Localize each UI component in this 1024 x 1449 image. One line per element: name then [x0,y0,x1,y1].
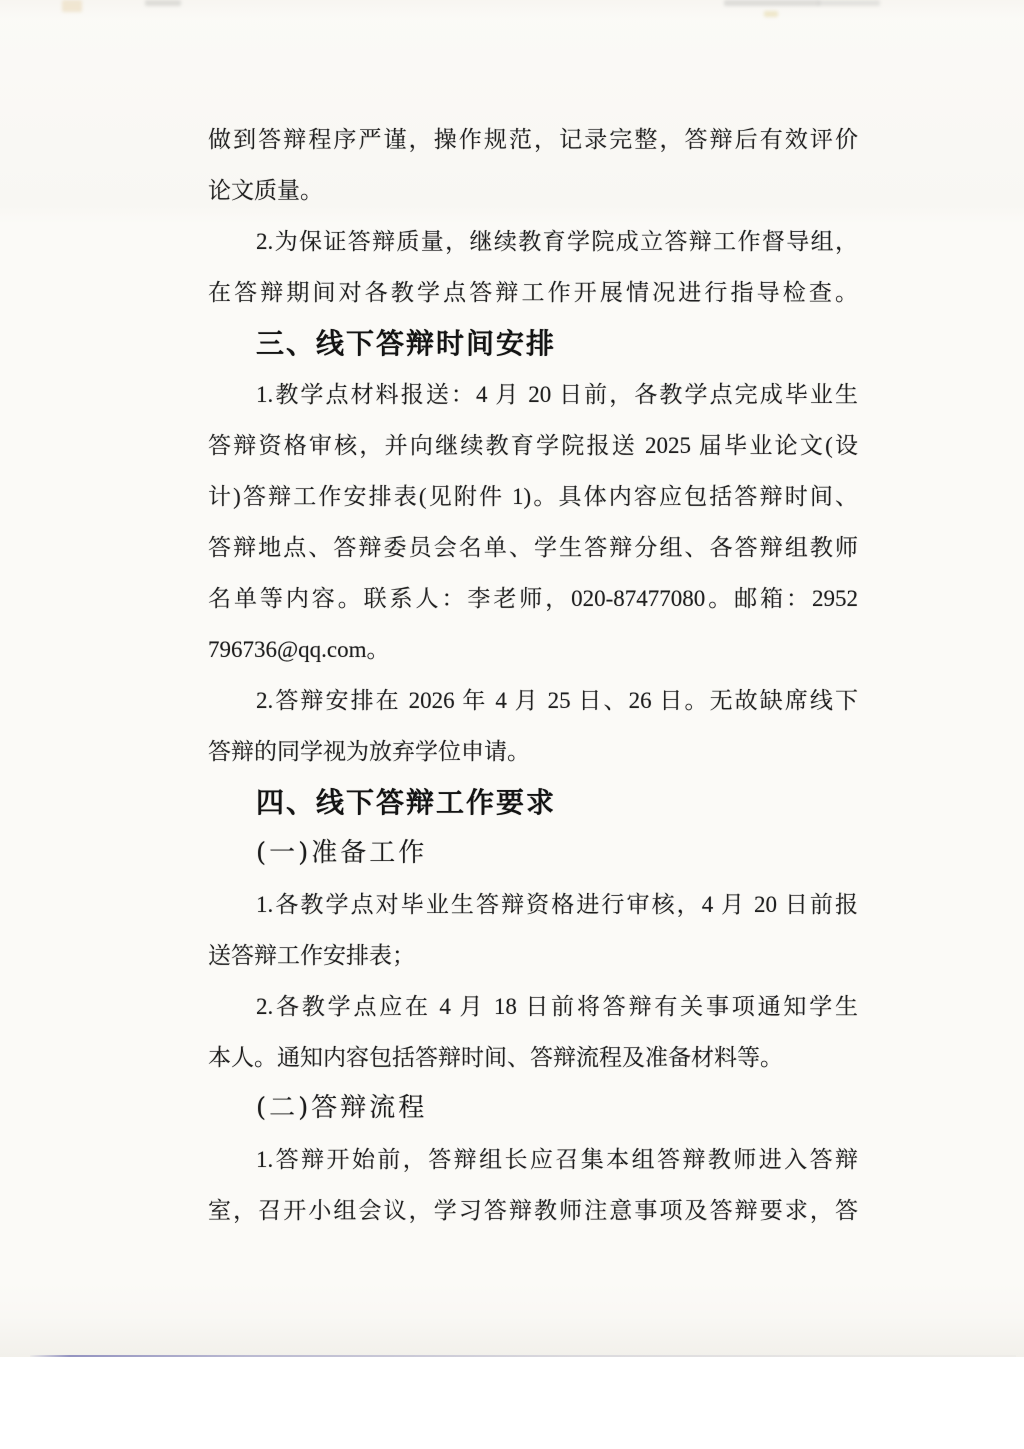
text-line: 1.教学点材料报送：4 月 20 日前，各教学点完成毕业生 [256,382,858,407]
text-line: 论文质量。 [208,178,323,203]
scan-artifact [62,0,82,12]
document-text-block [208,114,858,1236]
text-line: 796736@qq.com。 [208,637,390,662]
sub-section-heading: (一)准备工作 [256,838,428,868]
text-line: 1.各教学点对毕业生答辩资格进行审核，4 月 20 日前报 [256,892,858,917]
text-line: 在答辩期间对各教学点答辩工作开展情况进行指导检查。 [208,280,858,305]
section-heading: 三、线下答辩时间安排 [256,328,557,359]
text-line: 送答辩工作安排表； [208,943,415,968]
text-line: 答辩地点、答辩委员会名单、学生答辩分组、各答辩组教师 [208,535,858,560]
page-bottom-edge-line [30,1355,1016,1357]
text-line: 本人。通知内容包括答辩时间、答辩流程及准备材料等。 [208,1045,783,1070]
text-line: 答辩的同学视为放弃学位申请。 [208,739,530,764]
section-heading: 四、线下答辩工作要求 [256,787,557,818]
scan-artifact [724,0,820,6]
scan-artifact [145,0,181,6]
text-line: 室，召开小组会议，学习答辩教师注意事项及答辩要求，答 [208,1198,858,1223]
text-line: 做到答辩程序严谨，操作规范，记录完整，答辩后有效评价 [208,127,858,152]
sub-section-heading: (二)答辩流程 [256,1093,428,1123]
text-line: 计)答辩工作安排表(见附件 1)。具体内容应包括答辩时间、 [208,484,858,509]
scan-artifact [764,11,778,17]
text-line: 答辩资格审核，并向继续教育学院报送 2025 届毕业论文(设 [208,433,858,458]
text-line: 名单等内容。联系人：李老师，020-87477080。邮箱：2952 [208,586,858,611]
text-line: 2.为保证答辩质量，继续教育学院成立答辩工作督导组， [256,229,858,254]
text-line: 1.答辩开始前，答辩组长应召集本组答辩教师进入答辩 [256,1147,858,1172]
text-line: 2.答辩安排在 2026 年 4 月 25 日、26 日。无故缺席线下 [256,688,858,713]
scan-artifact [818,0,880,6]
text-line: 2.各教学点应在 4 月 18 日前将答辩有关事项通知学生 [256,994,858,1019]
